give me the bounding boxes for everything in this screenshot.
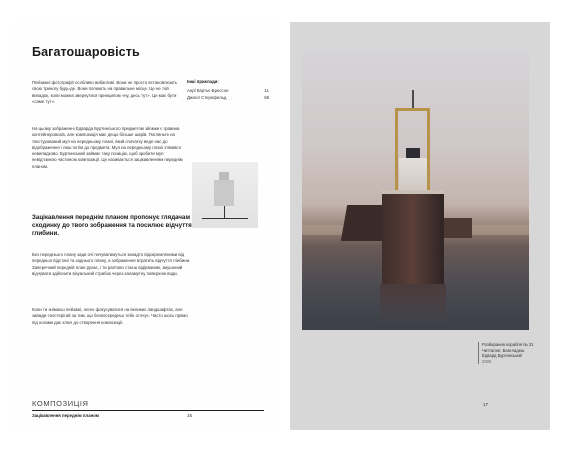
caption-title: Розбирання корабля № 31 <box>482 342 534 347</box>
paragraph-text: Коли ти знімаєш пейзажі, легко фокусуватися на великих ландшафтах, але завжди спостерігай за тим, що безпосередньо тебе оточує. Часто шось прямо під ногами дає ключ до створення композиції. <box>32 307 188 325</box>
page-title: Багатошаровість <box>32 45 140 59</box>
body-paragraph-1 <box>32 126 187 170</box>
paragraph-text: На цьому зображенні Едварда Буртинського предметом зйомки є гравина контейнеровозів, але композиція має дещо більше шарів. Погляньте на текстурований мул на передньому плані, який спочатку веде нас до відображення і лиш потім до предмета. Мул на передньому плані з’явився невипадково. Буртинський займає таку позицію, щоб зробити мул невід’ємною частиною композиції. Це називається зацікавленням переднім планом. <box>32 126 183 169</box>
thumb-pointer <box>224 206 225 218</box>
section-label: КОМПОЗИЦІЯ <box>32 399 89 408</box>
body-paragraph-2 <box>32 252 192 277</box>
photo-mast-top <box>412 90 414 110</box>
photo-superstructure <box>399 158 427 192</box>
other-example-item <box>187 88 269 93</box>
thumb-ship <box>214 180 234 206</box>
example-name: Джоел Стернфельд <box>187 95 227 100</box>
photo-wreckage-right <box>442 218 472 238</box>
caption-year: 2000 <box>482 358 492 364</box>
photo-hull <box>382 190 444 284</box>
caption-author: Едвард Буртинський <box>482 353 522 359</box>
example-page: 68 <box>264 95 269 100</box>
subsection-label: Зацікавлення переднім планом <box>32 413 99 418</box>
ship-photograph <box>302 50 529 330</box>
thumb-line <box>202 218 248 219</box>
photo-mast-right <box>427 108 430 192</box>
other-example-item <box>187 95 269 100</box>
paragraph-text: Без переднього плану зади очі почуватимуться занадто відокремленими від передньої відстані та заднього плану, а зображення втратить відчуття глибини. Заперечний передній план рухає, і ти раптово стаєш відірваним, змушений відчувати здійснити візуальний стрибок через каламутну поверхню води. <box>32 252 191 276</box>
footer-divider <box>32 410 264 411</box>
body-paragraph-3 <box>32 307 192 326</box>
photo-mast-left <box>395 108 398 192</box>
page-number-left: 16 <box>187 413 193 418</box>
pull-quote: Зацікавлення переднім планом пропонує глядачам сходинку до твого зображення та посилює відчуття глибини. <box>32 214 192 238</box>
intro-paragraph <box>32 80 187 105</box>
other-examples-heading: Інші приклади: <box>187 79 219 84</box>
paragraph-text: Пейзажні фотографії особливо вибагливі. Вони не просто встановлюють свою триногу будь-де. Вони полюють на правильне місце. Це не той випадок, коли можна звернутися принципом «ну, десь тут». Це має бути «саме тут». <box>32 80 178 104</box>
photo-reflection <box>380 284 446 324</box>
photo-hull-stripe <box>382 190 444 194</box>
photo-caption <box>478 342 548 364</box>
photo-mast-bar <box>395 108 430 111</box>
page-number-right: 17 <box>483 402 489 407</box>
left-page <box>12 22 278 430</box>
caption-location: Читтагонг, Бангладеш <box>482 347 525 353</box>
example-name: Анрі Картьє-Брессон <box>187 88 229 93</box>
right-page <box>290 22 550 430</box>
example-page: 11 <box>264 88 269 93</box>
